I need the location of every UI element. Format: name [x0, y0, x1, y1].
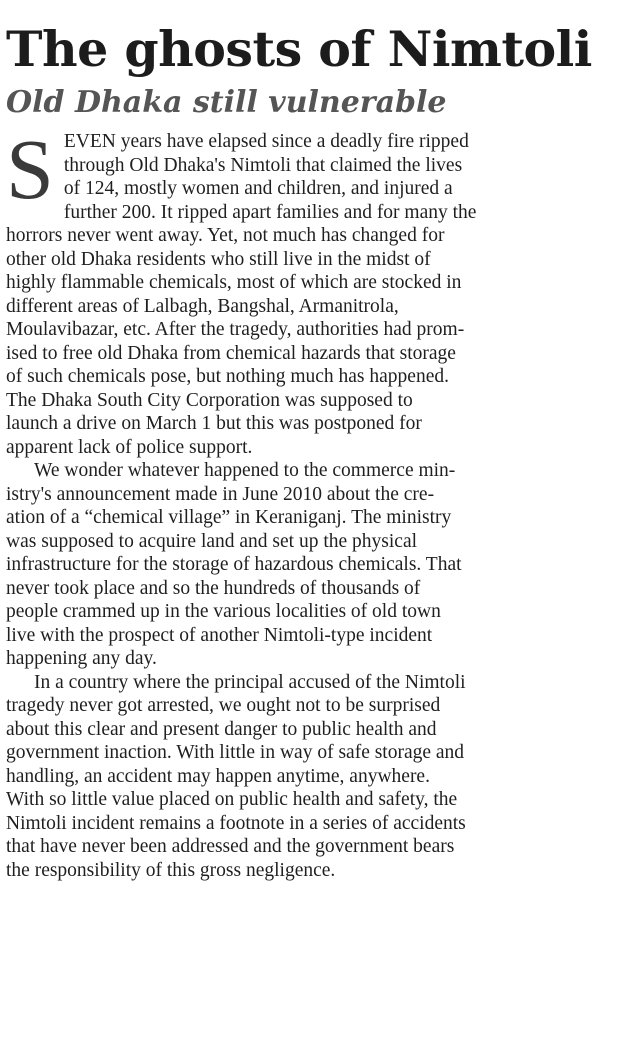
editorial-article [6, 18, 596, 882]
subheadline: Old Dhaka still vulnerable [6, 85, 447, 120]
text-line: was supposed to acquire land and set up the physical [6, 530, 418, 552]
text-line: horrors never went away. Yet, not much has changed for [6, 225, 445, 246]
drop-cap: S [6, 121, 54, 217]
text-line: handling, an accident may happen anytime, anywhere. [6, 765, 430, 787]
text-line: Moulavibazar, etc. After the tragedy, authorities had prom- [6, 319, 465, 340]
text-line: tragedy never got arrested, we ought not to be surprised [6, 695, 441, 716]
text-line: further 200. It ripped apart families and for many the [63, 201, 477, 223]
text-line: through Old Dhaka's Nimtoli that claimed the lives [63, 154, 463, 176]
text-line: different areas of Lalbagh, Bangshal, Armanitrola, [6, 295, 399, 317]
text-line: about this clear and present danger to public health and [6, 718, 437, 740]
paragraph-2 [6, 459, 596, 671]
text-line: istry's announcement made in June 2010 about the cre- [6, 483, 435, 505]
text-line: EVEN years have elapsed since a deadly fire ripped [63, 131, 469, 152]
paragraph-3 [6, 671, 596, 883]
text-line: ised to free old Dhaka from chemical hazards that storage [6, 342, 456, 364]
text-line: ation of a “chemical village” in Keraniganj. The ministry [6, 507, 452, 528]
text-line: the responsibility of this gross negligence. [6, 859, 336, 881]
text-line: happening any day. [6, 648, 157, 669]
text-line: other old Dhaka residents who still live in the midst of [6, 248, 431, 270]
text-line: of such chemicals pose, but nothing much has happened. [6, 366, 449, 387]
text-line: that have never been addressed and the government bears [6, 836, 455, 857]
text-line: infrastructure for the storage of hazardous chemicals. That [6, 554, 462, 575]
text-line: launch a drive on March 1 but this was postponed for [6, 413, 422, 434]
text-line: Nimtoli incident remains a footnote in a series of accidents [6, 812, 466, 834]
text-line: With so little value placed on public health and safety, the [6, 789, 458, 810]
text-line: live with the prospect of another Nimtoli-type incident [6, 624, 433, 646]
text-line: government inaction. With little in way of safe storage and [6, 742, 465, 763]
text-line: highly flammable chemicals, most of which are stocked in [6, 272, 462, 293]
headline: The ghosts of Nimtoli [6, 20, 592, 78]
text-line: apparent lack of police support. [6, 436, 253, 458]
text-line: The Dhaka South City Corporation was supposed to [6, 389, 413, 411]
text-line: In a country where the principal accused of the Nimtoli [34, 671, 466, 693]
paragraph-1 [6, 121, 596, 459]
text-line: of 124, mostly women and children, and injured a [63, 178, 453, 199]
text-line: We wonder whatever happened to the commerce min- [34, 460, 456, 481]
text-line: never took place and so the hundreds of thousands of [6, 577, 421, 599]
article-body [6, 121, 596, 882]
text-line: people crammed up in the various localities of old town [6, 601, 441, 622]
